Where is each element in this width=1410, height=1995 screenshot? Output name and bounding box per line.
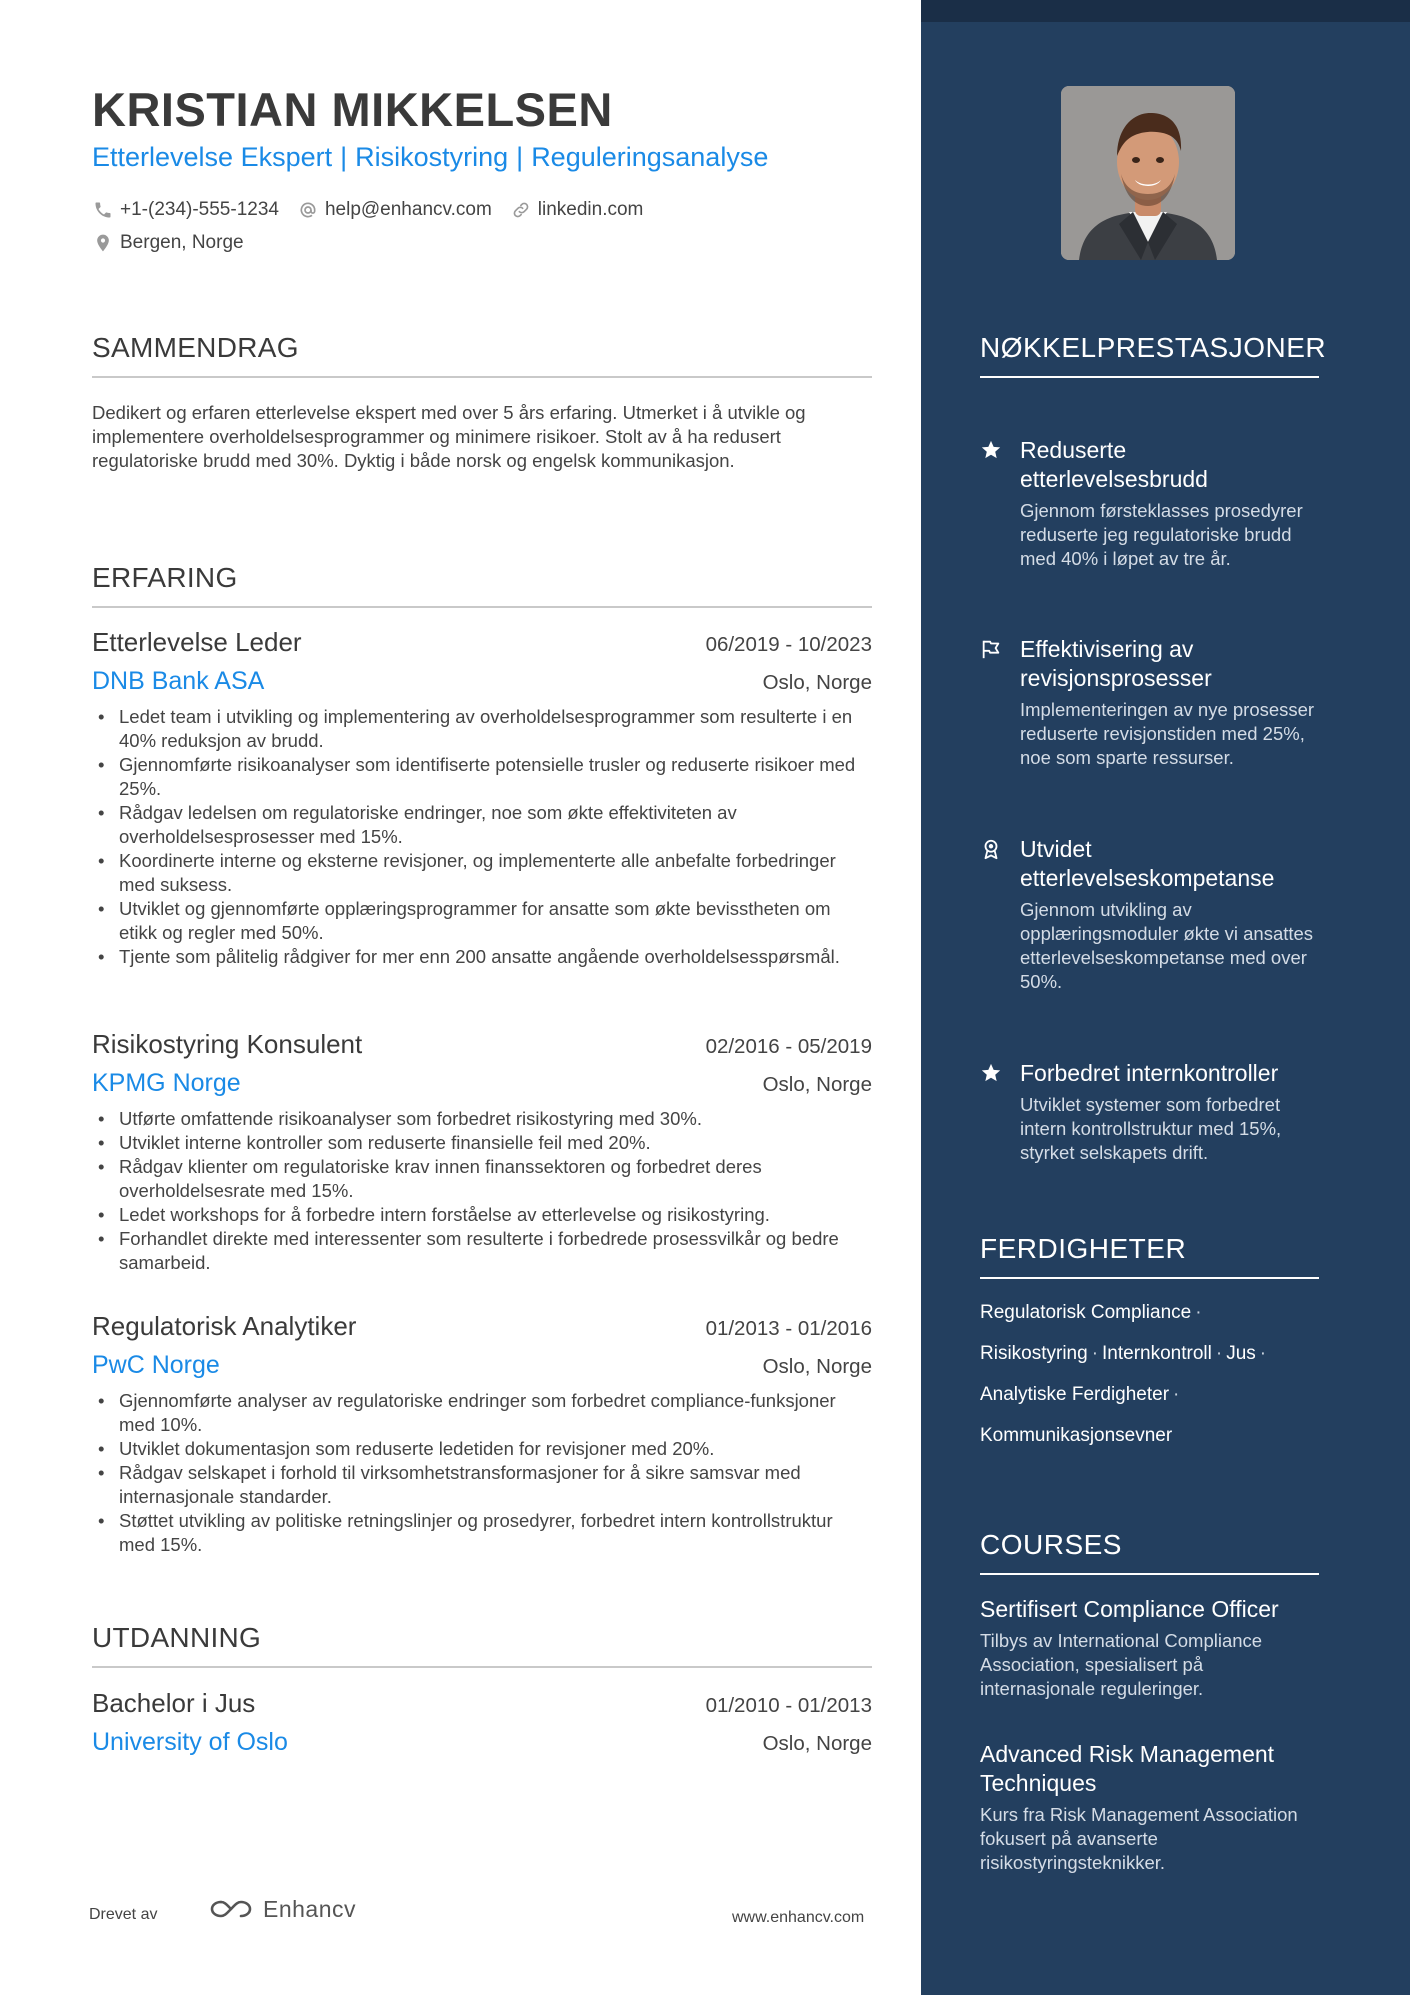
job-bullet: • Ledet workshops for å forbedre intern forståelse av etterlevelse og risikostyring. [92,1203,872,1227]
profile-photo [1061,86,1235,260]
job-entry [92,1029,872,1275]
skill-tag: Internkontroll [1102,1343,1212,1364]
job-company[interactable]: KPMG Norge [92,1069,241,1097]
job-company[interactable]: PwC Norge [92,1351,220,1379]
headline-item: Risikostyring [355,142,509,172]
achievements-section-title: NØKKELPRESTASJONER [980,330,1319,378]
job-bullet: • Rådgav selskapet i forhold til virksomhetstransformasjoner for å sikre samsvar med internasjonale standarder. [92,1461,872,1509]
achievement-item [980,436,1320,571]
phone-text: +1-(234)-555-1234 [120,199,279,220]
education-entry [92,1688,872,1766]
course-description: Kurs fra Risk Management Association fokusert på avanserte risikostyringsteknikker. [980,1804,1298,1873]
job-dates: 06/2019 - 10/2023 [705,633,872,656]
achievement-title: Reduserte etterlevelsesbrudd [1020,437,1208,492]
enhancv-logo-icon [207,1896,255,1922]
courses-section-title: COURSES [980,1527,1319,1575]
job-bullet: • Utviklet interne kontroller som reduserte finansielle feil med 20%. [92,1131,872,1155]
job-bullet: • Støttet utvikling av politiske retningslinjer og prosedyrer, forbedret intern kontrollstruktur med 15%. [92,1509,872,1557]
achievement-item [980,1059,1320,1165]
job-entry [92,627,872,969]
sidebar-top-band [921,0,1410,22]
job-title: Risikostyring Konsulent [92,1029,363,1059]
skill-tag: Analytiske Ferdigheter [980,1384,1170,1405]
job-location: Oslo, Norge [762,671,872,694]
job-entry [92,1311,872,1557]
job-title: Regulatorisk Analytiker [92,1311,357,1341]
powered-by-label: Drevet av [89,1906,158,1923]
achievement-title: Effektivisering av revisjonsprosesser [1020,636,1212,691]
summary-text: Dedikert og erfaren etterlevelse ekspert med over 5 års erfaring. Utmerket i å utvikle og implementere overholdelsesprogrammer og minimere risikoer. Stolt av å ha redusert regulatoriske brudd med 30%. Dyktig i både norsk og engelsk kommunikasjon. [92,402,806,471]
location-pin-icon [92,232,114,254]
job-bullet: • Rådgav klienter om regulatoriske krav innen finanssektoren og forbedret deres overholdelsesrate med 15%. [92,1155,872,1203]
enhancv-logo[interactable] [207,1894,356,1924]
degree-title: Bachelor i Jus [92,1688,256,1718]
headline [92,142,768,173]
headline-item: Etterlevelse Ekspert [92,142,333,172]
star-icon [980,439,1002,461]
job-bullet: • Ledet team i utvikling og implementering av overholdelsesprogrammer som resulterte i en 40% reduksjon av brudd. [92,705,872,753]
job-bullet: • Rådgav ledelsen om regulatoriske endringer, noe som økte effektiviteten av overholdelsesprosesser med 15%. [92,801,872,849]
achievement-title: Utvidet etterlevelseskompetanse [1020,836,1275,891]
footer-website[interactable]: www.enhancv.com [732,1909,865,1926]
job-location: Oslo, Norge [762,1073,872,1096]
sidebar [921,0,1410,1995]
flag-icon [980,638,1002,660]
headline-item: Reguleringsanalyse [531,142,769,172]
job-bullets [92,705,872,969]
job-bullet: • Gjennomførte risikoanalyser som identifiserte potensielle trusler og reduserte risikoer med 25%. [92,753,872,801]
email-contact[interactable] [297,199,492,221]
job-dates: 01/2013 - 01/2016 [705,1317,872,1340]
course-title: Advanced Risk Management Techniques [980,1741,1275,1796]
achievement-description: Implementeringen av nye prosesser reduserte revisjonstiden med 25%, noe som sparte ressurser. [1020,699,1315,768]
skill-tag: Risikostyring [980,1343,1088,1364]
award-icon [980,838,1002,860]
achievement-item [980,635,1320,770]
profile-photo-illustration [1061,86,1235,260]
experience-section-title: ERFARING [92,562,872,608]
job-bullet: • Gjennomførte analyser av regulatoriske endringer som forbedret compliance-funksjoner med 10%. [92,1389,872,1437]
headline-separator: | [340,142,348,172]
at-icon [297,199,319,221]
enhancv-brand-name: Enhancv [263,1895,357,1922]
linkedin-text: linkedin.com [537,199,644,220]
education-section-title: UTDANNING [92,1622,872,1668]
skill-tag: Regulatorisk Compliance [980,1302,1192,1323]
job-title: Etterlevelse Leder [92,627,302,657]
job-bullets [92,1389,872,1557]
contact-info [92,196,872,262]
phone-icon [92,199,114,221]
headline-separator: | [516,142,524,172]
email-text: help@enhancv.com [324,199,492,220]
link-icon [510,199,532,221]
location-contact [92,232,244,254]
job-bullet: • Utviklet dokumentasjon som reduserte ledetiden for revisjoner med 20%. [92,1437,872,1461]
job-bullet: • Koordinerte interne og eksterne revisjoner, og implementerte alle anbefalte forbedringer med suksess. [92,849,872,897]
job-company[interactable]: DNB Bank ASA [92,667,265,695]
achievement-title: Forbedret internkontroller [1020,1060,1279,1086]
school-name[interactable]: University of Oslo [92,1728,288,1756]
job-bullet: • Tjente som pålitelig rådgiver for mer enn 200 ansatte angående overholdelsesspørsmål. [92,945,872,969]
job-bullet: • Utførte omfattende risikoanalyser som forbedret risikostyring med 30%. [92,1107,872,1131]
achievement-description: Gjennom førsteklasses prosedyrer reduserte jeg regulatoriske brudd med 40% i løpet av tre år. [1020,500,1303,569]
education-location: Oslo, Norge [762,1732,872,1755]
job-bullets [92,1107,872,1275]
linkedin-contact[interactable] [510,199,644,221]
job-bullet: • Utviklet og gjennomførte opplæringsprogrammer for ansatte som økte bevisstheten om etikk og regler med 50%. [92,897,872,945]
candidate-name: KRISTIAN MIKKELSEN [92,83,613,136]
skill-tag: Jus [1226,1343,1256,1364]
course-item [980,1740,1320,1875]
summary-section-title: SAMMENDRAG [92,332,872,378]
job-dates: 02/2016 - 05/2019 [705,1035,872,1058]
job-location: Oslo, Norge [762,1355,872,1378]
course-description: Tilbys av International Compliance Association, spesialisert på internasjonale reguleringer. [980,1630,1263,1699]
skills-section-title: FERDIGHETER [980,1231,1319,1279]
achievement-description: Gjennom utvikling av opplæringsmoduler økte vi ansattes etterlevelseskompetanse med over 50%. [1020,899,1314,992]
achievement-description: Utviklet systemer som forbedret intern kontrollstruktur med 15%, styrket selskapets drift. [1020,1094,1282,1163]
achievement-item [980,835,1320,994]
location-text: Bergen, Norge [120,232,244,253]
job-bullet: • Forhandlet direkte med interessenter som resulterte i forbedrede prosessvilkår og bedre samarbeid. [92,1227,872,1275]
skills-list: Regulatorisk Compliance · Risikostyring · Internkontroll · Jus · Analytiske Ferdigheter · Kommunikasjonsevner [980,1302,1267,1446]
skill-tag: Kommunikasjonsevner [980,1425,1173,1446]
course-title: Sertifisert Compliance Officer [980,1596,1279,1622]
course-item [980,1595,1320,1701]
education-dates: 01/2010 - 01/2013 [705,1694,872,1717]
phone-contact[interactable] [92,199,279,221]
star-icon [980,1062,1002,1084]
